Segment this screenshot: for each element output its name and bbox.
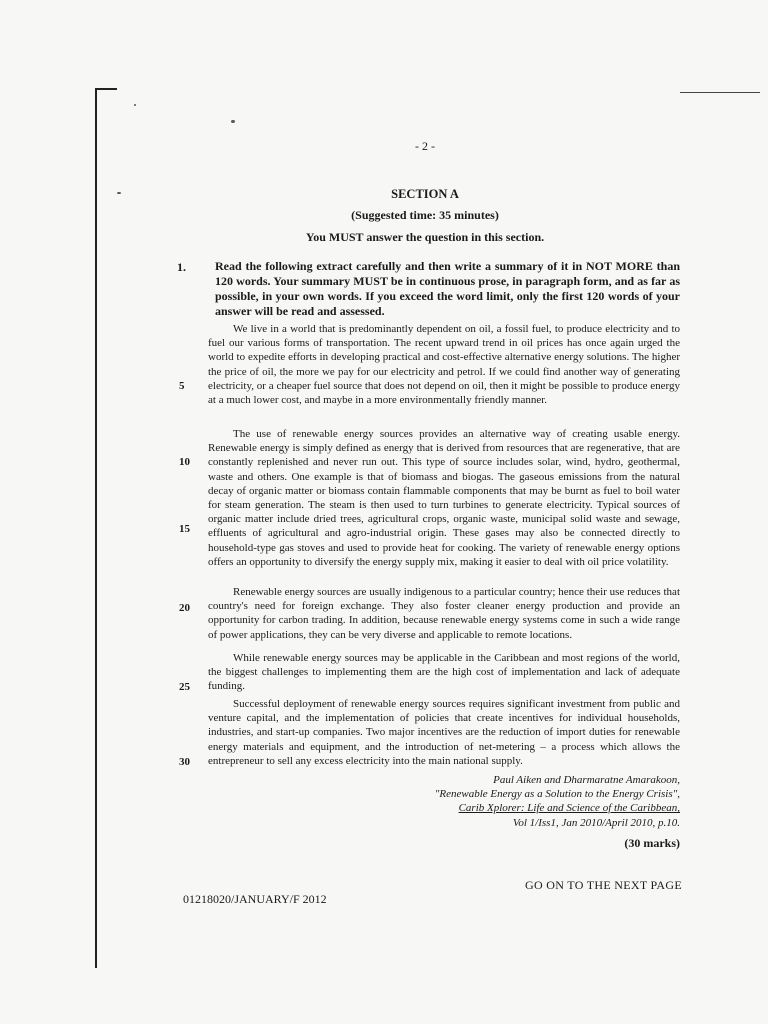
marks-label: (30 marks) (624, 836, 680, 850)
line-number: 30 (179, 756, 190, 768)
scan-speck (231, 120, 235, 123)
question-instructions: Read the following extract carefully and then write a summary of it in NOT MORE than 120 words. Your summary MUST be in continuous prose, in paragraph form, and as far as possible, in your own words. If you exceed the word limit, only the first 120 words of your answer will be read and assessed. (215, 259, 680, 318)
paragraph-text: While renewable energy sources may be applicable in the Caribbean and most regions of the world, the biggest challenges to implementing them are the high cost of implementation and lack of adequate funding. (208, 652, 680, 693)
line-number: 15 (179, 523, 190, 535)
passage-paragraph-2 (208, 427, 680, 569)
citation-article: "Renewable Energy as a Solution to the Energy Crisis", (434, 788, 680, 801)
section-instruction: You MUST answer the question in this section. (305, 230, 545, 244)
line-number: 25 (179, 681, 190, 693)
go-on-next-page: GO ON TO THE NEXT PAGE (525, 878, 682, 892)
citation-authors: Paul Aiken and Dharmaratne Amarakoon, (493, 774, 680, 786)
scan-top-right-edge (680, 92, 760, 93)
exam-code: 01218020/JANUARY/F 2012 (183, 892, 327, 906)
line-number: 10 (179, 456, 190, 468)
passage-paragraph-5 (208, 697, 680, 768)
question-number: 1. (177, 260, 186, 274)
paragraph-text: The use of renewable energy sources provides an alternative way of creating usable energy. Renewable energy is simply defined as energy that is derived from resources that are regenerative, that are constantly replenished and never run out. This type of source includes solar, wind, hydro, geothermal, waste and others. One example is that of biomass and biogas. The gaseous emissions from the natural decay of organic matter or biomass contain flammable components that may be burnt as fuel to boil water for steam generation. The steam is then used to turn turbines to generate electricity. Typical sources of organic matter include dried trees, agricultural crops, organic waste, municipal solid waste and sewage, effluents of agricultural and agro-industrial origin. These gases may also be connected directly to household-type gas stoves and used to provide heat for cooking. The variety of renewable energy options offers an opportunity to diversify the energy supply mix, making it easier to deal with oil price volatility. (208, 428, 680, 568)
passage-paragraph-4 (208, 651, 680, 694)
line-number: 5 (179, 380, 185, 392)
passage-paragraph-1 (208, 322, 680, 407)
paragraph-text: Successful deployment of renewable energy sources requires significant investment from public and venture capital, and the implementation of policies that create incentives for individual households, industries, and start-up companies. Two major incentives are the reduction of import duties for renewable energy materials and equipment, and the introduction of net-metering – a process which allows the entrepreneur to sell any excess electricity into the main national supply. (208, 698, 680, 767)
scan-speck (134, 104, 136, 106)
page-number: - 2 - (415, 139, 435, 153)
citation (300, 773, 680, 830)
citation-journal: Carib Xplorer: Life and Science of the Caribbean, (458, 802, 680, 815)
paragraph-text: Renewable energy sources are usually indigenous to a particular country; hence their use reduces that country's need for foreign exchange. They also foster cleaner energy production and provide an opportunity for carbon trading. In addition, because renewable energy systems come in such a wide range of power applications, they can be very diverse and applicable to remote locations. (208, 586, 680, 641)
citation-issue: Vol 1/Iss1, Jan 2010/April 2010, p.10. (512, 816, 680, 829)
line-number: 20 (179, 602, 190, 614)
paragraph-text: We live in a world that is predominantly dependent on oil, a fossil fuel, to produce electricity and to fuel our various forms of transportation. The recent upward trend in oil prices has once again urged the world to expedite efforts in developing practical and cost-effective alternative energy solutions. The higher the price of oil, the more we pay for our electricity and petrol. If we could find another way of generating electricity, or a cheaper fuel source that does not depend on oil, then it might be possible to produce energy at a much lower cost, and maybe in a more environmentally friendly manner. (208, 323, 680, 407)
scan-top-edge (95, 88, 117, 90)
section-title: SECTION A (391, 187, 459, 201)
passage-paragraph-3 (208, 585, 680, 642)
suggested-time: (Suggested time: 35 minutes) (351, 208, 499, 222)
